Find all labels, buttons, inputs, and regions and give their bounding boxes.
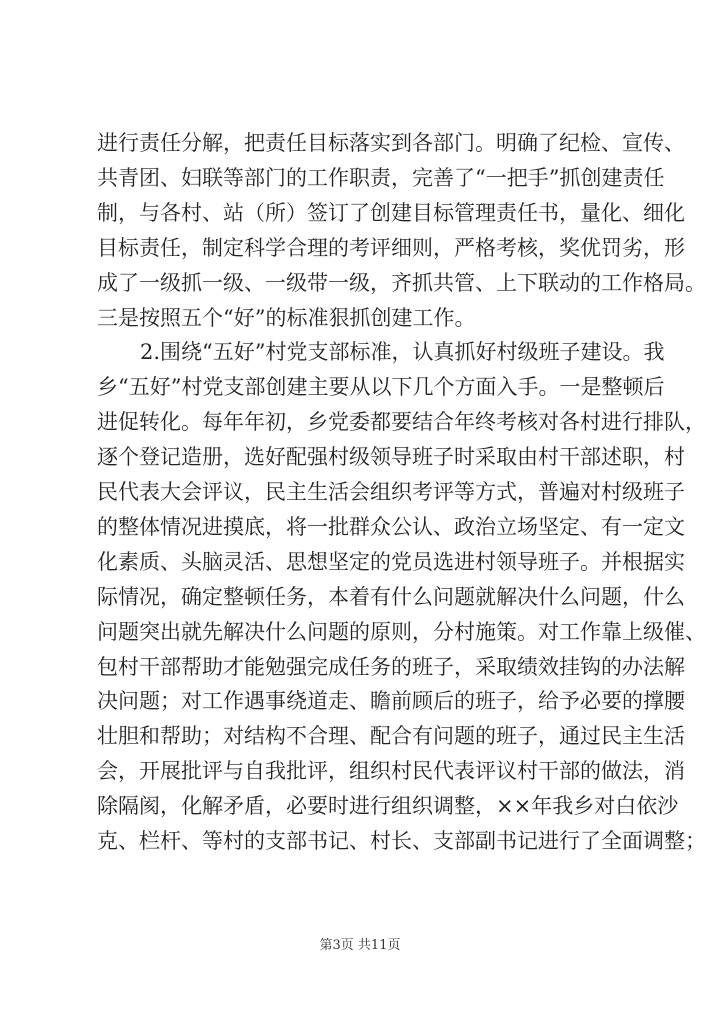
text-line: 壮胆和帮助；对结构不合理、配合有问题的班子，通过民主生活 bbox=[97, 724, 685, 749]
text-line: 共青团、妇联等部门的工作职责，完善了“一把手”抓创建责任 bbox=[97, 165, 665, 190]
text-line: 的整体情况进摸底，将一批群众公认、政治立场坚定、有一定文 bbox=[97, 514, 685, 539]
text-line: 际情况，确定整顿任务，本着有什么问题就解决什么问题，什么 bbox=[97, 584, 685, 609]
text-line: 除隔阂，化解矛盾，必要时进行组织调整，××年我乡对白依沙 bbox=[97, 794, 679, 819]
text-line: 化素质、头脑灵活、思想坚定的党员选进村领导班子。并根据实 bbox=[97, 549, 685, 574]
text-line: 进行责任分解，把责任目标落实到各部门。明确了纪检、宣传、 bbox=[97, 131, 685, 155]
text-line: 乡“五好”村党支部创建主要从以下几个方面入手。一是整顿后 bbox=[97, 375, 665, 400]
text-line: 会，开展批评与自我批评，组织村民代表评议村干部的做法，消 bbox=[97, 759, 685, 784]
page-footer: 第3页 共11页 bbox=[319, 938, 401, 953]
text-line: 决问题；对工作遇事绕道走、瞻前顾后的班子，给予必要的撑腰 bbox=[97, 689, 685, 714]
text-line: 包村干部帮助才能勉强完成任务的班子，采取绩效挂钩的办法解 bbox=[97, 654, 685, 679]
text-line: 制，与各村、站（所）签订了创建目标管理责任书，量化、细化 bbox=[97, 200, 685, 225]
text-line: 问题突出就先解决什么问题的原则，分村施策。对工作靠上级催、 bbox=[97, 619, 706, 644]
text-line: 三是按照五个“好”的标准狠抓创建工作。 bbox=[97, 305, 476, 330]
text-line: 目标责任，制定科学合理的考评细则，严格考核，奖优罚劣，形 bbox=[97, 235, 685, 260]
text-line: 进促转化。每年年初，乡党委都要结合年终考核对各村进行排队， bbox=[97, 410, 706, 435]
text-line: 成了一级抓一级、一级带一级，齐抓共管、上下联动的工作格局。 bbox=[97, 270, 706, 295]
text-line: 民代表大会评议，民主生活会组织考评等方式，普遍对村级班子 bbox=[97, 480, 685, 504]
text-line: 2.围绕“五好”村党支部标准，认真抓好村级班子建设。我 bbox=[140, 340, 665, 365]
text-line: 克、栏杆、等村的支部书记、村长、支部副书记进行了全面调整； bbox=[97, 829, 706, 853]
text-line: 逐个登记造册，选好配强村级领导班子时采取由村干部述职，村 bbox=[97, 445, 685, 470]
